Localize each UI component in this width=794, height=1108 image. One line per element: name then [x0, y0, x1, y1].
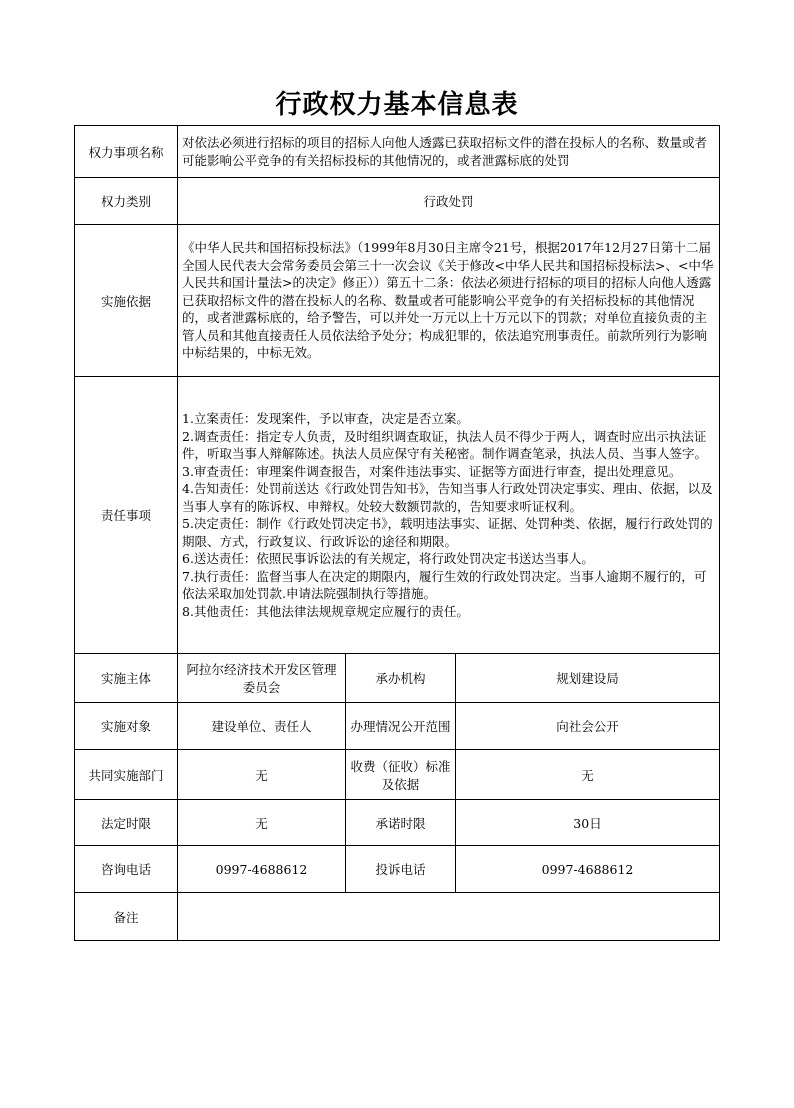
responsibility-item: 5.决定责任：制作《行政处罚决定书》，载明违法事实、证据、处罚种类、依据，履行行政处罚的期限、方式，行政复议、行政诉讼的途径和期限。	[182, 516, 713, 549]
consult-phone-label: 咨询电话	[75, 846, 178, 893]
handling-agency-label: 承办机构	[346, 654, 456, 703]
power-name-value: 对依法必须进行招标的项目的招标人向他人透露已获取招标文件的潜在投标人的名称、数量或者可能影响公平竞争的有关招标投标的其他情况的，或者泄露标底的处罚	[178, 126, 720, 178]
page-title: 行政权力基本信息表	[275, 90, 519, 120]
consult-phone-value: 0997-4688612	[178, 846, 346, 893]
complaint-phone-value: 0997-4688612	[456, 846, 720, 893]
power-category-value: 行政处罚	[178, 178, 720, 225]
responsibility-item: 2.调查责任：指定专人负责，及时组织调查取证，执法人员不得少于两人，调查时应出示执法证件，听取当事人辩解陈述。执法人员应保守有关秘密。制作调查笔录，执法人员、当事人签字。	[182, 428, 708, 461]
power-name-label: 权力事项名称	[75, 126, 178, 178]
legal-deadline-value: 无	[178, 800, 346, 846]
row-deadline	[75, 800, 720, 846]
legal-deadline-label: 法定时限	[75, 800, 178, 846]
info-table	[74, 125, 720, 941]
promised-deadline-value: 30日	[456, 800, 720, 846]
row-basis	[75, 225, 720, 377]
remark-label: 备注	[75, 893, 178, 941]
joint-department-label: 共同实施部门	[75, 750, 178, 800]
responsibility-item: 3.审查责任：审理案件调查报告，对案件违法事实、证据等方面进行审查，提出处理意见。	[182, 463, 682, 479]
target-value: 建设单位、责任人	[178, 703, 346, 750]
basis-label: 实施依据	[75, 225, 178, 377]
implementer-label: 实施主体	[75, 654, 178, 703]
responsibility-list	[178, 377, 720, 654]
responsibility-item: 1.立案责任：发现案件，予以审查，决定是否立案。	[182, 411, 469, 426]
fee-standard-value: 无	[456, 750, 720, 800]
implementer-value: 阿拉尔经济技术开发区管理委员会	[178, 654, 346, 703]
row-power-name	[75, 126, 720, 178]
responsibility-label: 责任事项	[75, 377, 178, 654]
row-responsibility	[75, 377, 720, 654]
responsibility-item: 7.执行责任：监督当事人在决定的期限内，履行生效的行政处罚决定。当事人逾期不履行的，可依法采取加处罚款.申请法院强制执行等措施。	[182, 568, 707, 601]
joint-department-value: 无	[178, 750, 346, 800]
row-remark	[75, 893, 720, 941]
handling-agency-value: 规划建设局	[456, 654, 720, 703]
responsibility-item: 8.其他责任：其他法律法规规章规定应履行的责任。	[182, 603, 469, 619]
disclosure-scope-value: 向社会公开	[456, 703, 720, 750]
row-joint	[75, 750, 720, 800]
row-phone	[75, 846, 720, 893]
disclosure-scope-label: 办理情况公开范围	[346, 703, 456, 750]
fee-standard-label: 收费（征收）标准及依据	[346, 750, 456, 800]
row-target	[75, 703, 720, 750]
basis-value: 《中华人民共和国招标投标法》（1999年8月30日主席令21号，根据2017年12月27日第十二届全国人民代表大会常务委员会第三十一次会议《关于修改<中华人民共和国招标投标法>、<中华人民共和国计量法>的决定》修正））第五十二条：依法必须进行招标的项目的招标人向他人透露已获取招标文件的潜在投标人的名称、数量或者可能影响公平竞争的有关招标投标的其他情况的，或者泄露标底的，给予警告，可以并处一万元以上十万元以下的罚款；对单位直接负责的主管人员和其他直接责任人员依法给予处分；构成犯罪的，依法追究刑事责任。前款所列行为影响中标结果的，中标无效。	[178, 225, 720, 377]
remark-value	[178, 893, 720, 941]
row-implementer	[75, 654, 720, 703]
power-category-label: 权力类别	[75, 178, 178, 225]
target-label: 实施对象	[75, 703, 178, 750]
complaint-phone-label: 投诉电话	[346, 846, 456, 893]
promised-deadline-label: 承诺时限	[346, 800, 456, 846]
responsibility-item: 6.送达责任：依照民事诉讼法的有关规定，将行政处罚决定书送达当事人。	[182, 551, 594, 566]
row-power-category	[75, 178, 720, 225]
responsibility-item: 4.告知责任：处罚前送达《行政处罚告知书》，告知当事人行政处罚决定事实、理由、依据，以及当事人享有的陈诉权、申辩权。处较大数额罚款的，告知要求听证权利。	[182, 481, 713, 514]
